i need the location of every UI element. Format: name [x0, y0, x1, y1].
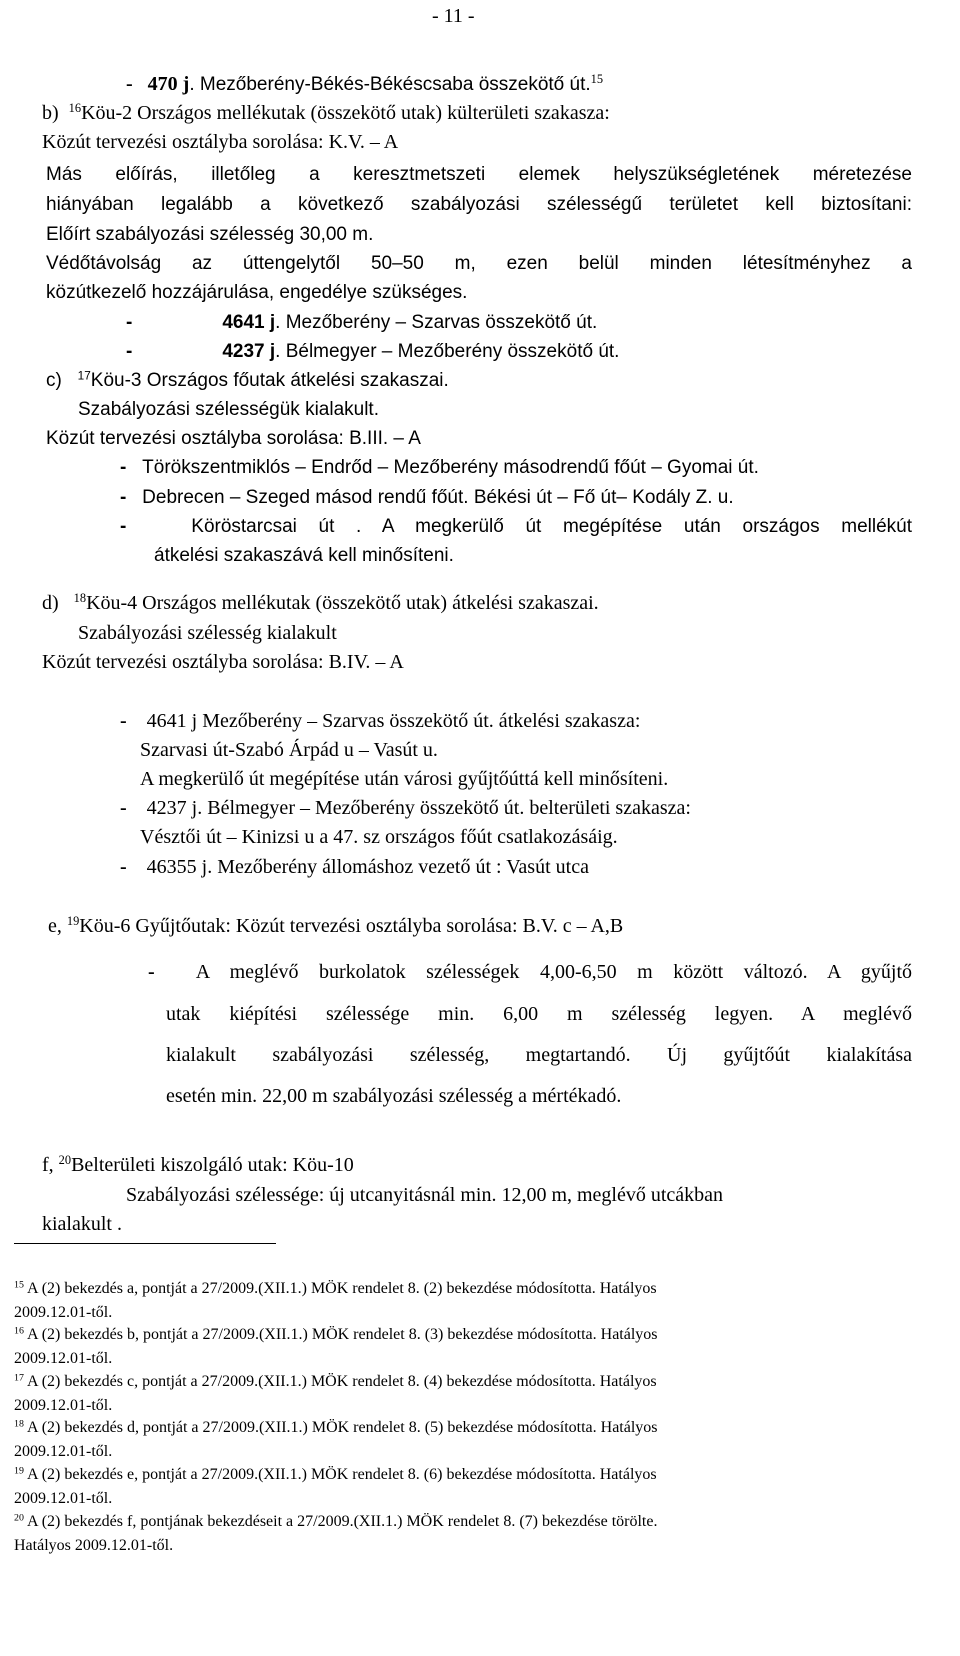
section-label: d): [42, 592, 59, 614]
footnote-number: 20: [14, 1512, 24, 1524]
classification-line: Közút tervezési osztályba sorolása: B.III. – A: [46, 428, 421, 449]
road-item-4237: [126, 342, 619, 361]
dash-marker: -: [126, 341, 133, 362]
paragraph-line: Más előírás, illetőleg a keresztmetszeti elemek helyszükségletének méretezése: [46, 164, 912, 185]
footnote-text: A (2) bekezdés d, pontját a 27/2009.(XII.1.) MÖK rendelet 8. (5) bekezdése módosította. Hatályos: [27, 1419, 658, 1436]
footnote-separator: [14, 1243, 276, 1244]
section-label: e,: [48, 915, 62, 937]
list-item-text: Debrecen – Szeged másod rendű főút. Békési út – Fő út– Kodály Z. u.: [142, 487, 734, 508]
list-item: [120, 458, 759, 477]
list-item-text: Köröstarcsai út . A megkerülő út megépítése után országos mellékút: [191, 516, 912, 537]
list-item-continuation: átkelési szakaszává kell minősíteni.: [154, 545, 454, 566]
list-item: [120, 857, 589, 877]
section-label: f,: [42, 1154, 54, 1176]
road-name: . Mezőberény-Békés-Békéscsaba összekötő út.: [189, 74, 591, 95]
footnote-17: [14, 1374, 657, 1390]
footnote-text: A (2) bekezdés f, pontjának bekezdéseit a 27/2009.(XII.1.) MÖK rendelet 8. (7) bekezdése törölte.: [27, 1513, 658, 1530]
footnote-number: 17: [14, 1372, 24, 1384]
footnote-ref: 15: [590, 72, 604, 87]
footnote-continuation: 2009.12.01-től.: [14, 1304, 113, 1321]
list-item-continuation: utak kiépítési szélessége min. 6,00 m szélesség legyen. A meglévő: [166, 1003, 912, 1025]
paragraph-line: kialakult .: [42, 1213, 122, 1235]
list-item-text: A meglévő burkolatok szélességek 4,00-6,50 m között változó. A gyűjtő: [195, 961, 912, 983]
paragraph-line: Szabályozási szélessége: új utcanyitásnál min. 12,00 m, meglévő utcákban: [126, 1184, 724, 1206]
section-label: b): [42, 102, 59, 124]
footnote-number: 18: [14, 1418, 24, 1430]
page-number: - 11 -: [432, 5, 475, 27]
footnote-20: [14, 1514, 657, 1530]
section-b-heading: [42, 103, 610, 123]
road-item-4641: [126, 313, 597, 332]
section-title: Belterületi kiszolgáló utak: Köu-10: [71, 1154, 354, 1176]
footnote-16: [14, 1327, 658, 1343]
dash-marker: -: [120, 856, 127, 878]
section-title: Köu-3 Országos főutak átkelési szakaszai.: [90, 370, 449, 391]
section-e-heading: [48, 916, 623, 936]
paragraph-line: Szabályozási szélességük kialakult.: [78, 399, 379, 420]
dash-marker: -: [120, 710, 127, 732]
footnote-text: A (2) bekezdés b, pontját a 27/2009.(XII.1.) MÖK rendelet 8. (3) bekezdése módosította. Hatályos: [27, 1326, 658, 1343]
footnote-18: [14, 1420, 658, 1436]
dash-marker: -: [126, 312, 133, 333]
list-item-text: Törökszentmiklós – Endrőd – Mezőberény másodrendű főút – Gyomai út.: [142, 457, 759, 478]
section-f-heading: [42, 1155, 354, 1175]
footnote-text: A (2) bekezdés e, pontját a 27/2009.(XII.1.) MÖK rendelet 8. (6) bekezdése módosította. Hatályos: [27, 1466, 657, 1483]
classification-line: Közút tervezési osztályba sorolása: K.V. – A: [42, 131, 399, 153]
list-item-continuation: A megkerülő út megépítése után városi gyűjtőúttá kell minősíteni.: [140, 768, 669, 790]
list-item-continuation: Szarvasi út-Szabó Árpád u – Vasút u.: [140, 739, 438, 761]
footnote-text: A (2) bekezdés a, pontját a 27/2009.(XII.1.) MÖK rendelet 8. (2) bekezdése módosította. Hatályos: [27, 1280, 657, 1297]
footnote-text: A (2) bekezdés c, pontját a 27/2009.(XII.1.) MÖK rendelet 8. (4) bekezdése módosította. Hatályos: [27, 1373, 657, 1390]
list-item: [120, 488, 734, 507]
section-title: Köu-6 Gyűjtőutak: Közút tervezési osztályba sorolása: B.V. c – A,B: [79, 915, 624, 937]
road-item-470: [126, 74, 603, 94]
footnote-continuation: 2009.12.01-től.: [14, 1490, 113, 1507]
road-name: . Mezőberény – Szarvas összekötő út.: [275, 312, 598, 333]
dash-marker: -: [120, 516, 127, 537]
section-d-heading: [42, 593, 599, 613]
footnote-15: [14, 1281, 657, 1297]
list-item-continuation: kialakult szabályozási szélesség, megtartandó. Új gyűjtőút kialakítása: [166, 1044, 912, 1066]
road-number: 4237 j: [222, 341, 276, 362]
list-item-text: 4641 j Mezőberény – Szarvas összekötő út. átkelési szakasza:: [146, 710, 641, 732]
footnote-ref: 18: [73, 591, 87, 606]
footnote-continuation: 2009.12.01-től.: [14, 1443, 113, 1460]
paragraph-line: közútkezelő hozzájárulása, engedélye szükséges.: [46, 282, 468, 303]
paragraph-line: Előírt szabályozási szélesség 30,00 m.: [46, 224, 374, 245]
dash-marker: -: [120, 487, 127, 508]
section-label: c): [46, 370, 62, 391]
list-item-continuation: Vésztői út – Kinizsi u a 47. sz országos főút csatlakozásáig.: [140, 826, 618, 848]
footnote-continuation: 2009.12.01-től.: [14, 1397, 113, 1414]
road-number: 470 j: [147, 73, 190, 95]
footnote-19: [14, 1467, 657, 1483]
footnote-ref: 19: [66, 914, 80, 929]
list-item: [148, 962, 912, 982]
section-c-heading: [46, 371, 449, 390]
list-item-text: 4237 j. Bélmegyer – Mezőberény összekötő út. belterületi szakasza:: [146, 797, 691, 819]
dash-marker: -: [120, 797, 127, 819]
road-name: . Bélmegyer – Mezőberény összekötő út.: [275, 341, 620, 362]
paragraph-line: hiányában legalább a következő szabályozási szélességű területet kell biztosítani:: [46, 194, 912, 215]
paragraph-line: Védőtávolság az úttengelytől 50–50 m, ezen belül minden létesítményhez a: [46, 253, 912, 274]
list-item: [120, 798, 691, 818]
footnote-ref: 16: [68, 101, 82, 116]
list-item: [120, 711, 640, 731]
footnote-number: 16: [14, 1325, 24, 1337]
list-item-continuation: esetén min. 22,00 m szabályozási szélesség a mértékadó.: [166, 1085, 622, 1107]
paragraph-line: Szabályozási szélesség kialakult: [78, 622, 337, 644]
section-title: Köu-4 Országos mellékutak (összekötő utak) átkelési szakaszai.: [86, 592, 599, 614]
footnote-ref: 20: [58, 1153, 72, 1168]
footnote-number: 19: [14, 1465, 24, 1477]
dash-marker: -: [126, 73, 133, 95]
dash-marker: -: [120, 457, 127, 478]
dash-marker: -: [148, 961, 155, 983]
section-title: Köu-2 Országos mellékutak (összekötő utak) külterületi szakasza:: [81, 102, 610, 124]
footnote-ref: 17: [77, 369, 91, 383]
classification-line: Közút tervezési osztályba sorolása: B.IV. – A: [42, 651, 404, 673]
footnote-continuation: Hatályos 2009.12.01-től.: [14, 1537, 174, 1554]
list-item-text: 46355 j. Mezőberény állomáshoz vezető út : Vasút utca: [146, 856, 589, 878]
footnote-continuation: 2009.12.01-től.: [14, 1350, 113, 1367]
list-item: [120, 517, 912, 536]
road-number: 4641 j: [222, 312, 276, 333]
footnote-number: 15: [14, 1279, 24, 1291]
